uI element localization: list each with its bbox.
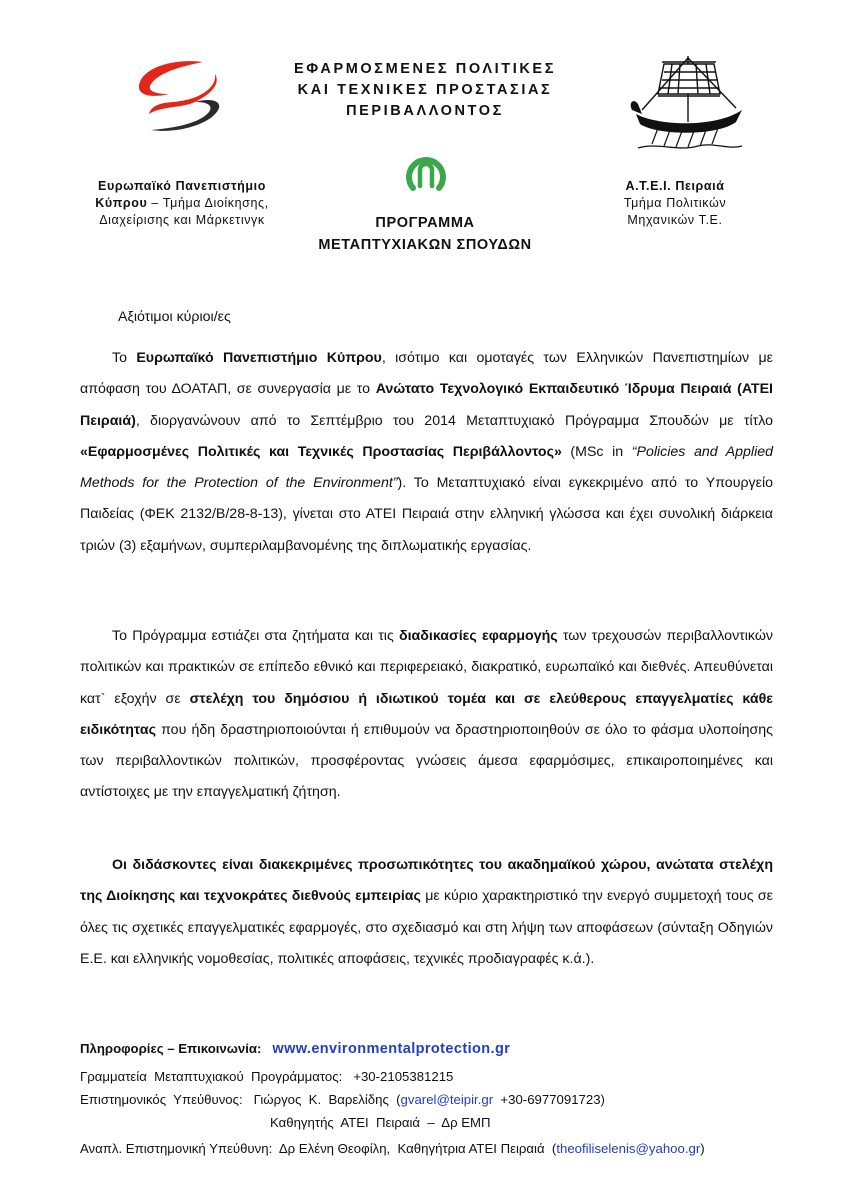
- paragraph-3: [80, 850, 773, 975]
- scientific-director-title: Καθηγητής ΑΤΕΙ Πειραιά – Δρ ΕΜΠ: [270, 1115, 491, 1130]
- atei-name: Α.Τ.Ε.Ι. Πειραιά: [625, 179, 725, 193]
- program-title-line: ΠΕΡΙΒΑΛΛΟΝΤΟΣ: [346, 103, 504, 119]
- contact-heading: [80, 1038, 510, 1060]
- program-logo: [402, 150, 450, 198]
- contact-label: Πληροφορίες – Επικοινωνία:: [80, 1041, 262, 1056]
- program-title-line: ΕΦΑΡΜΟΣΜΕΝΕΣ ΠΟΛΙΤΙΚΕΣ: [294, 61, 556, 77]
- department-line: [72, 195, 292, 212]
- paragraph-bold-text: Ευρωπαϊκό Πανεπιστήμιο Κύπρου: [136, 350, 382, 366]
- paragraph-italic-text: “Policies and Applied Methods for the Protection of the Environment”: [80, 443, 774, 492]
- paragraph-text: , διοργανώνουν από το Σεπτέμβριο του 2014 Μεταπτυχιακό Πρόγραμμα Σπουδών με τίτλο: [135, 412, 773, 429]
- paragraph-bold-text: «Εφαρμοσμένες Πολιτικές και Τεχνικές Προστασίας Περιβάλλοντος»: [80, 443, 562, 460]
- institution-name: Ευρωπαϊκό Πανεπιστήμιο: [98, 179, 266, 193]
- paragraph-text: με κύριο χαρακτηριστικό την ενεργό συμμετοχή τους σε όλες τις σχετικές επαγγελματικές εφαρμογές, στο σχεδιασμό και στη λήψη των αποφάσεων (σύνταξη Οδηγιών Ε.Ε. και ελληνικής νομοθεσίας, πολιτικές αποφάσεις, τεχνικές προδιαγραφές κ.ά.).: [80, 888, 773, 967]
- paragraph-bold-text: διαδικασίες εφαρμογής: [399, 628, 558, 644]
- ship-logo: [628, 52, 748, 152]
- european-university-name: [72, 178, 292, 195]
- paragraph-text: (MSc in: [561, 443, 632, 460]
- atei-department-line: Τμήμα Πολιτικών: [623, 196, 727, 210]
- scientific-director-label: Επιστημονικός Υπεύθυνος: Γιώργος Κ. Βαρελίδης (: [80, 1092, 401, 1107]
- paragraph-text: των τρεχουσών περιβαλλοντικών πολιτικών και πρακτικών σε επίπεδο εθνικό και περιφερειακό, διακρατικό, ευρωπαϊκό και διεθνές. Απευθύνεται κατ` εξοχήν σε: [80, 628, 774, 707]
- atei-department-line-2: Μηχανικών Τ.Ε.: [627, 213, 723, 227]
- program-title-line: ΚΑΙ ΤΕΧΝΙΚΕΣ ΠΡΟΣΤΑΣΙΑΣ: [297, 82, 553, 98]
- greeting: Αξιότιμοι κύριοι/ες: [118, 309, 231, 325]
- deputy-director-email-link[interactable]: theofiliselenis@yahoo.gr: [556, 1141, 701, 1156]
- paragraph-bold-text: στελέχη του δημόσιου ή ιδιωτικού τομέα και σε ελεύθερους επαγγελματίες κάθε ειδικότητας: [80, 690, 773, 738]
- paragraph-2: [80, 621, 773, 809]
- program-title: [240, 59, 610, 122]
- atei-info: [595, 178, 755, 229]
- paragraph-1: [80, 343, 773, 562]
- paragraph-text: που ήδη δραστηριοποιούνται ή επιθυμούν να δραστηριοποιηθούν σε όλο το φάσμα υλοποίησης των περιβαλλοντικών πολιτικών, προσφέροντας γνώσεις άμεσα εφαρμόσιμες, επικαιροποιημένες και αντίστοιχες με την επαγγελματική ζήτηση.: [80, 721, 773, 801]
- paragraph-text: Το: [112, 350, 137, 366]
- scientific-director-line: [80, 1089, 605, 1111]
- department-name: – Τμήμα Διοίκησης,: [147, 196, 269, 210]
- paragraph-bold-text: Οι διδάσκοντες είναι διακεκριμένες προσωπικότητες του ακαδημαϊκού χώρου, ανώτατα στελέχη της Διοίκησης και τεχνοκράτες διεθνούς εμπειρίας: [80, 857, 773, 905]
- postgraduate-program-heading: [275, 212, 575, 256]
- secretariat-line: Γραμματεία Μεταπτυχιακού Προγράμματος: +30-2105381215: [80, 1069, 454, 1084]
- deputy-director-label: Αναπλ. Επιστημονική Υπεύθυνη: Δρ Ελένη Θεοφίλη, Καθηγήτρια ΑΤΕΙ Πειραιά (: [80, 1141, 557, 1156]
- program-heading-line: ΠΡΟΓΡΑΜΜΑ: [375, 215, 475, 231]
- deputy-director-close: ): [700, 1141, 705, 1156]
- institution-name-cont: Κύπρου: [95, 196, 148, 210]
- scientific-director-email-link[interactable]: gvarel@teipir.gr: [400, 1092, 494, 1107]
- european-university-info: [72, 178, 292, 229]
- paragraph-text: Το Πρόγραμμα εστιάζει στα ζητήματα και τις: [112, 628, 400, 644]
- scientific-director-phone: +30-6977091723): [493, 1092, 605, 1107]
- deputy-director-line: [80, 1138, 705, 1160]
- european-university-logo: [133, 58, 225, 136]
- program-heading-line: ΜΕΤΑΠΤΥΧΙΑΚΩΝ ΣΠΟΥΔΩΝ: [318, 237, 532, 253]
- website-link[interactable]: www.environmentalprotection.gr: [272, 1041, 511, 1057]
- paragraph-text: , ισότιμο και ομοταγές των Ελληνικών Πανεπιστημίων με απόφαση του ΔΟΑΤΑΠ, σε συνεργασία με το: [80, 350, 773, 398]
- paragraph-text: ). Το Μεταπτυχιακό είναι εγκεκριμένο από το Υπουργείο Παιδείας (ΦΕΚ 2132/Β/28-8-13), γίνεται στο ΑΤΕΙ Πειραιά στην ελληνική γλώσσα και έχει συνολική διάρκεια τριών (3) εξαμήνων, συμπεριλαμβανομένης της διπλωματικής εργασίας.: [80, 475, 773, 554]
- paragraph-bold-text: Ανώτατο Τεχνολογικό Εκπαιδευτικό Ίδρυμα Πειραιά (ΑΤΕΙ Πειραιά): [80, 381, 773, 429]
- department-line-2: Διαχείρισης και Μάρκετινγκ: [99, 213, 265, 227]
